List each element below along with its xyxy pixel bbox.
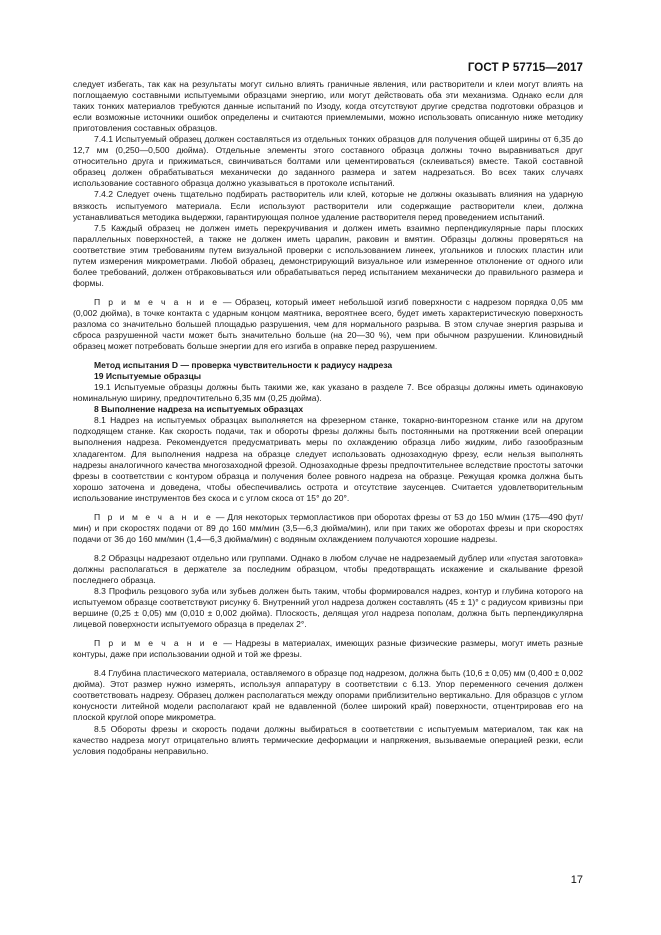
note-text: — Для некоторых термопластиков при оборотах фрезы от 53 до 150 м/мин (175—490 фут/мин) и при скоростях подачи от 89 до 160 мм/мин (3,5—6,3 дюйма/мин), или при таких же оборотах фрезы и при скоростях подачи от 36 до 160 мм/мин (1,4—6,3 дюйма/мин) с водяным охлаждением получаются хорошие надрезы.	[73, 511, 583, 544]
standard-designation: ГОСТ Р 57715—2017	[467, 62, 583, 74]
section-8-heading: 8 Выполнение надреза на испытуемых образцах	[94, 404, 304, 415]
note-specimen-bending	[73, 297, 583, 352]
paragraph-7-5: 7.5 Каждый образец не должен иметь перекручивания и должен иметь взаимно перпендикулярные пары плоских параллельных поверхностей, а также не должен иметь царапин, раковин и вмятин. Образцы должны проверяться на соответствие этим требованиям путем визуальной проверки с использованием линеек, угольников и плоских пластин или путем измерения микрометрами. Любой образец, демонстрирующий визуальное или измеренное отклонение от одного или более требований, должен отбраковываться или обрабатываться перед испытанием механически до правильного размера и формы.	[73, 222, 583, 288]
paragraph-continuation: следует избегать, так как на результаты могут сильно влиять граничные явления, или растворители и клеи могут влиять на поглощаемую составными испытуемыми образцами энергию, или могут действовать оба эти механизма. Однако если для таких тонких материалов требуются данные испытаний по Изоду, когда отсутствуют другие средства подготовки образцов и если возможные источники ошибок определены и считаются приемлемыми, можно использовать описанную ниже методику приготовления составных образцов.	[73, 79, 583, 134]
note-label: П р и м е ч а н и е	[94, 296, 220, 307]
method-d-heading: Метод испытания D — проверка чувствительности к радиусу надреза	[94, 360, 393, 371]
note-text: — Надрезы в материалах, имеющих разные физические размеры, могут иметь разные контуры, даже при использовании одной и той же фрезы.	[73, 638, 583, 660]
paragraph-8-5: 8.5 Обороты фрезы и скорость подачи должны выбираться в соответствии с испытуемым материалом, так как на качество надреза могут отрицательно влиять термические деформации и напряжения, вызываемые операцией резки, если условия подобраны неправильно.	[73, 723, 583, 756]
paragraph-8-1: 8.1 Надрез на испытуемых образцах выполняется на фрезерном станке, токарно-винторезном станке или на другом подходящем станке. Как скорость подачи, так и обороты фрезы должны быть постоянными на протяжении всей операции выполнения надреза. Рекомендуется предусматривать меры по охлаждению образца либо жидким, либо газообразным хладагентом. Для выполнения надреза на образце следует использовать однозаходную фрезу, если нельзя выполнять надрезы аналогичного качества многозаходной фрезой. Однозаходные фрезы предпочтительнее вследствие простоты заточки фрезы в соответствии с контуром образца и получения более ровного надреза на образце. Режущая кромка должна быть хорошо заточена и доведена, чтобы обеспечивались острота и отсутствие заусенцев. Считается удовлетворительным использование инструментов без скоса и с углом скоса от 15° до 20°.	[73, 415, 583, 503]
note-label: П р и м е ч а н и е	[94, 511, 214, 522]
page-body	[73, 79, 583, 757]
section-19-heading: 19 Испытуемые образцы	[94, 371, 202, 382]
paragraph-7-4-2: 7.4.2 Следует очень тщательно подбирать растворитель или клей, которые не должны оказывать влияния на ударную вязкость испытуемого материала. Если используют растворители или содержащие растворители клеи, должна устанавливаться методика выдержки, гарантирующая полное удаление растворителя перед проведением испытаний.	[73, 189, 583, 222]
note-cutter-speeds	[73, 512, 583, 545]
paragraph-7-4-1: 7.4.1 Испытуемый образец должен составляться из отдельных тонких образцов для получения общей ширины от 6,35 до 12,7 мм (0,250—0,500 дюйма). Отдельные элементы этого составного образца должны точно выравниваться друг относительно друга и прижиматься, свинчиваться болтами или цементироваться (склеиваться) вместе. Такой составной образец должен обрабатываться механически до заданного размера и затем надрезаться. Во всех таких случаях использование составного образца должно указываться в протоколе испытаний.	[73, 134, 583, 189]
note-text: — Образец, который имеет небольшой изгиб поверхности с надрезом порядка 0,05 мм (0,002 дюйма), в точке контакта с ударным концом маятника, вероятнее всего, будет иметь характеристическую поверхность разлома со значительно большей площадью разрушения, чем для нормального разрыва. В этом случае энергия разрыва и сброса разрушенной части может быть значительно больше (на 20—30 %), чем при обычном разрушении. Клиновидный образец может потребовать больше энергии для его изгиба в оправке перед разрушением.	[73, 296, 583, 352]
paragraph-19-1: 19.1 Испытуемые образцы должны быть такими же, как указано в разделе 7. Все образцы должны иметь одинаковую номинальную ширину, предпочтительно 6,35 мм (0,25 дюйма).	[73, 382, 583, 404]
page-number: 17	[570, 874, 583, 886]
paragraph-8-2: 8.2 Образцы надрезают отдельно или группами. Однако в любом случае не надрезаемый дублер или «пустая заготовка» должны располагаться в держателе за последним образцом, чтобы предотвращать искажение и скалывание фрезой последнего образца.	[73, 552, 583, 585]
note-notch-contours	[73, 638, 583, 660]
paragraph-8-3: 8.3 Профиль резцового зуба или зубьев должен быть таким, чтобы формировался надрез, контур и глубина которого на испытуемом образце соответствуют рисунку 6. Внутренний угол надреза должен составлять (45 ± 1)° с радиусом кривизны при вершине (0,25 ± 0,05) мм (0,010 ± 0,002 дюйма). Плоскость, делящая угол надреза пополам, должна быть перпендикулярна лицевой поверхности испытуемого образца в пределах 2°.	[73, 586, 583, 630]
note-label: П р и м е ч а н и е	[94, 638, 220, 649]
paragraph-8-4: 8.4 Глубина пластического материала, оставляемого в образце под надрезом, должна быть (10,6 ± 0,05) мм (0,400 ± 0,002 дюйма). Этот размер нужно измерять, используя аппаратуру в соответствии с 6.13. Упор переменного сечения должен соответствовать надрезу. Образец должен располагаться между опорами приблизительно вертикально. Для образцов с углом конусности литейной модели располагают край не вдавленной (более широкий край) поверхности, отцентрировав его на плоской круглой опоре микрометра.	[73, 668, 583, 723]
